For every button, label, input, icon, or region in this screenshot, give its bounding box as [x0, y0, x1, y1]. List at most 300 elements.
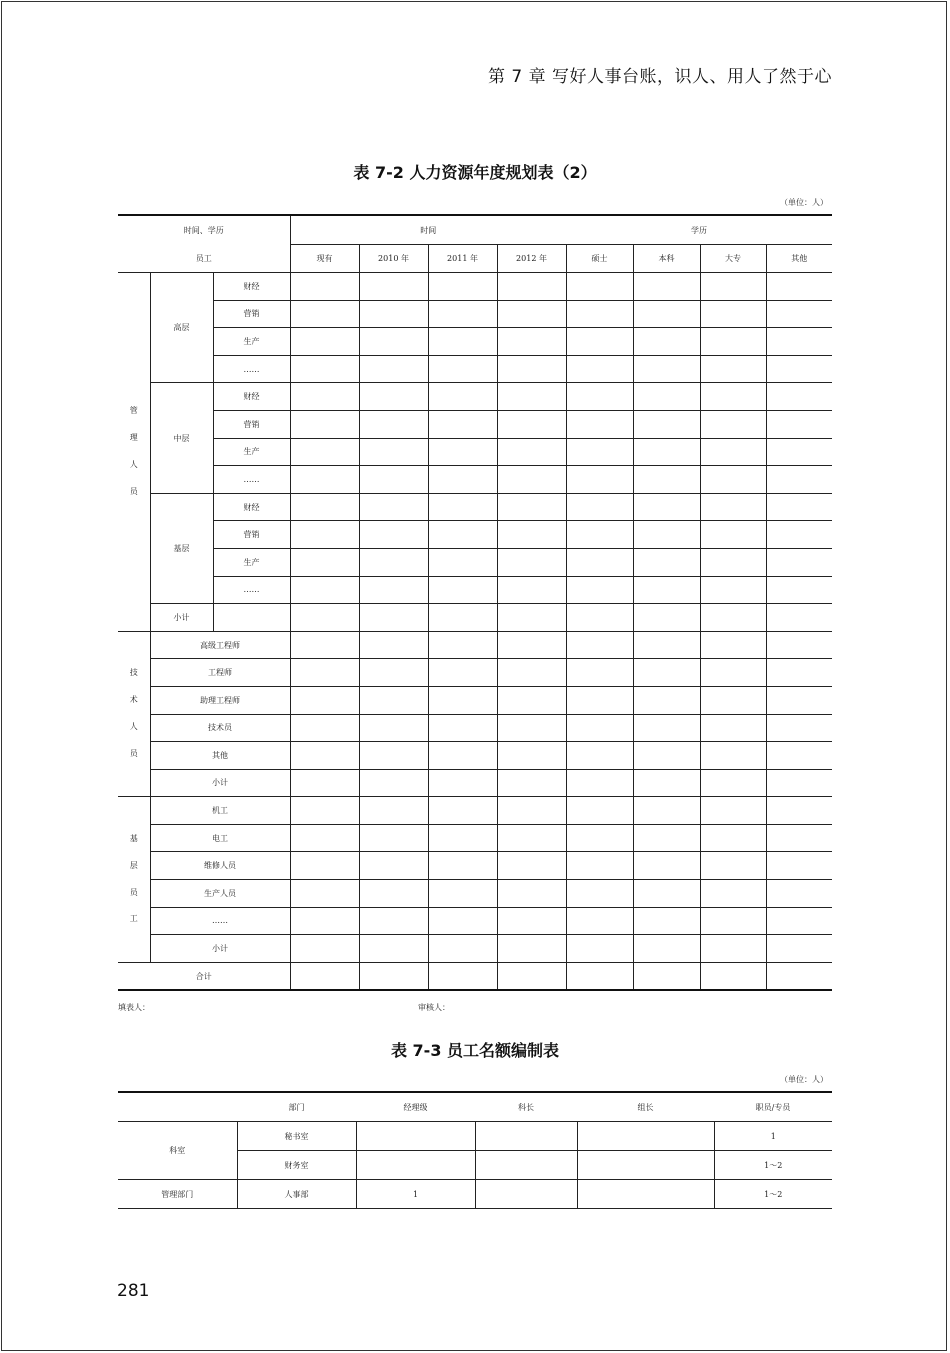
data-cell [633, 521, 700, 549]
data-cell [290, 383, 359, 411]
data-cell [633, 273, 700, 301]
data-cell [700, 631, 766, 659]
row-item-label: 电工 [150, 824, 290, 852]
header-blank [118, 1092, 237, 1122]
data-cell [290, 328, 359, 356]
row-item-label: …… [213, 355, 290, 383]
data-cell [359, 466, 428, 494]
section-chief-cell [475, 1151, 577, 1180]
row-item-label: …… [213, 466, 290, 494]
level-label: 基层 [150, 493, 213, 603]
education-group-header: 学历 [566, 215, 832, 245]
row-item-label: 生产 [213, 328, 290, 356]
data-cell [290, 548, 359, 576]
header-department: 部门 [237, 1092, 356, 1122]
data-cell [633, 962, 700, 990]
data-cell [497, 355, 566, 383]
table-row [118, 273, 832, 301]
data-cell [428, 383, 497, 411]
data-cell [359, 438, 428, 466]
row-item-label: 技术员 [150, 714, 290, 742]
header-staff: 职员/专员 [714, 1092, 832, 1122]
data-cell [359, 686, 428, 714]
data-cell [428, 576, 497, 604]
data-cell [428, 659, 497, 687]
data-cell [428, 631, 497, 659]
data-cell [497, 852, 566, 880]
data-cell [766, 824, 832, 852]
team-lead-cell [577, 1122, 714, 1151]
table-7-3-unit: （单位：人） [780, 1075, 828, 1084]
data-cell [497, 493, 566, 521]
staff-cell: 1～2 [714, 1151, 832, 1180]
data-cell [359, 852, 428, 880]
data-cell [633, 300, 700, 328]
data-cell [633, 659, 700, 687]
data-cell [700, 686, 766, 714]
vertical-label-char: 术 [129, 695, 138, 705]
staff-cell: 1～2 [714, 1180, 832, 1209]
header-manager: 经理级 [356, 1092, 475, 1122]
data-cell [428, 521, 497, 549]
data-cell [290, 466, 359, 494]
vertical-label-char: 员 [129, 486, 138, 496]
data-cell [566, 521, 633, 549]
data-cell [290, 273, 359, 301]
data-cell [359, 493, 428, 521]
data-cell [766, 410, 832, 438]
data-cell [428, 438, 497, 466]
data-cell [428, 493, 497, 521]
data-cell [428, 797, 497, 825]
data-cell [766, 742, 832, 770]
data-cell [633, 410, 700, 438]
data-cell [766, 493, 832, 521]
data-cell [428, 714, 497, 742]
data-cell [566, 604, 633, 632]
data-cell [633, 438, 700, 466]
data-cell [633, 880, 700, 908]
data-cell [633, 548, 700, 576]
column-header: 现有 [290, 245, 359, 273]
group-label: 管理部门 [118, 1180, 237, 1209]
data-cell [290, 576, 359, 604]
data-cell [497, 714, 566, 742]
table-row [118, 742, 832, 770]
data-cell [566, 576, 633, 604]
data-cell [566, 383, 633, 411]
data-cell [566, 659, 633, 687]
data-cell [290, 907, 359, 935]
data-cell [633, 852, 700, 880]
table-row [118, 880, 832, 908]
data-cell [428, 548, 497, 576]
total-label: 合计 [118, 962, 290, 990]
data-cell [700, 797, 766, 825]
column-header: 硕士 [566, 245, 633, 273]
data-cell [497, 686, 566, 714]
data-cell [766, 880, 832, 908]
data-cell [497, 631, 566, 659]
data-cell [497, 521, 566, 549]
table-row [118, 797, 832, 825]
data-cell [497, 742, 566, 770]
data-cell [497, 466, 566, 494]
department-cell: 财务室 [237, 1151, 356, 1180]
data-cell [766, 300, 832, 328]
data-cell [766, 631, 832, 659]
data-cell [359, 824, 428, 852]
data-cell [700, 548, 766, 576]
row-item-label: 工程师 [150, 659, 290, 687]
data-cell [766, 769, 832, 797]
data-cell [290, 300, 359, 328]
data-cell [766, 659, 832, 687]
table-7-3-title: 表 7-3 员工名额编制表 [390, 1041, 560, 1060]
data-cell [633, 466, 700, 494]
data-cell [700, 880, 766, 908]
data-cell [497, 604, 566, 632]
data-cell [290, 935, 359, 963]
data-cell [359, 383, 428, 411]
subtotal-label: 小计 [150, 604, 213, 632]
section-chief-cell [475, 1180, 577, 1209]
table-row [118, 438, 832, 466]
data-cell [359, 576, 428, 604]
data-cell [633, 824, 700, 852]
table-row [118, 604, 832, 632]
data-cell [359, 273, 428, 301]
row-item-label: 财经 [213, 383, 290, 411]
table-row [118, 631, 832, 659]
manager-cell [356, 1122, 475, 1151]
data-cell [359, 962, 428, 990]
data-cell [566, 880, 633, 908]
column-header: 2010 年 [359, 245, 428, 273]
header-team-lead: 组长 [577, 1092, 714, 1122]
data-cell [497, 659, 566, 687]
data-cell [428, 907, 497, 935]
data-cell [359, 880, 428, 908]
data-cell [700, 935, 766, 963]
group-label: 科室 [118, 1122, 237, 1180]
data-cell [700, 466, 766, 494]
data-cell [633, 797, 700, 825]
technical-staff-label [118, 631, 150, 797]
table-row [118, 493, 832, 521]
staff-quota-table [118, 1091, 832, 1209]
data-cell [359, 328, 428, 356]
data-cell [633, 493, 700, 521]
data-cell [566, 466, 633, 494]
data-cell [359, 769, 428, 797]
manager-cell: 1 [356, 1180, 475, 1209]
data-cell [428, 328, 497, 356]
table-7-2-title: 表 7-2 人力资源年度规划表（2） [353, 163, 597, 182]
data-cell [290, 410, 359, 438]
data-cell [497, 410, 566, 438]
data-cell [290, 659, 359, 687]
chapter-header: 第 7 章 写好人事台账，识人、用人了然于心 [487, 67, 832, 87]
data-cell [359, 300, 428, 328]
data-cell [359, 548, 428, 576]
data-cell [428, 824, 497, 852]
data-cell [566, 852, 633, 880]
row-item-label: 生产 [213, 438, 290, 466]
data-cell [359, 521, 428, 549]
data-cell [633, 604, 700, 632]
corner-header-top: 时间、学历 [118, 215, 290, 245]
data-cell [633, 576, 700, 604]
staff-cell: 1 [714, 1122, 832, 1151]
data-cell [290, 852, 359, 880]
data-cell [428, 410, 497, 438]
data-cell [700, 769, 766, 797]
data-cell [428, 742, 497, 770]
column-header: 本科 [633, 245, 700, 273]
table-row [118, 1180, 832, 1209]
data-cell [497, 383, 566, 411]
vertical-label-char: 层 [129, 860, 138, 870]
data-cell [359, 797, 428, 825]
data-cell [766, 907, 832, 935]
data-cell [497, 769, 566, 797]
data-cell [290, 686, 359, 714]
data-cell [566, 273, 633, 301]
data-cell [566, 410, 633, 438]
data-cell [497, 300, 566, 328]
column-header: 大专 [700, 245, 766, 273]
section-chief-cell [475, 1122, 577, 1151]
data-cell [633, 328, 700, 356]
table-row [118, 962, 832, 990]
data-cell [566, 493, 633, 521]
data-cell [290, 714, 359, 742]
data-cell [497, 328, 566, 356]
data-cell [566, 548, 633, 576]
data-cell [497, 907, 566, 935]
row-item-label: 营销 [213, 300, 290, 328]
table-row [118, 328, 832, 356]
row-item-label: 小计 [150, 935, 290, 963]
table-row [118, 521, 832, 549]
column-header: 其他 [766, 245, 832, 273]
data-cell [290, 797, 359, 825]
table-row [118, 907, 832, 935]
data-cell [428, 880, 497, 908]
data-cell [766, 852, 832, 880]
vertical-label-char: 管 [129, 406, 138, 416]
table-row [118, 824, 832, 852]
table-row [118, 548, 832, 576]
data-cell [359, 355, 428, 383]
data-cell [428, 355, 497, 383]
data-cell [290, 521, 359, 549]
data-cell [428, 273, 497, 301]
data-cell [566, 438, 633, 466]
data-cell [700, 273, 766, 301]
data-cell [766, 273, 832, 301]
data-cell [497, 797, 566, 825]
table-row [118, 576, 832, 604]
data-cell [766, 383, 832, 411]
data-cell [359, 935, 428, 963]
table-row [118, 466, 832, 494]
data-cell [766, 438, 832, 466]
data-cell [766, 935, 832, 963]
data-cell [290, 742, 359, 770]
vertical-label-char: 员 [129, 748, 138, 758]
table-row [118, 355, 832, 383]
vertical-label-char: 基 [129, 833, 138, 843]
data-cell [290, 438, 359, 466]
team-lead-cell [577, 1151, 714, 1180]
data-cell [700, 962, 766, 990]
data-cell [566, 907, 633, 935]
manager-cell [356, 1151, 475, 1180]
vertical-label-char: 员 [129, 887, 138, 897]
vertical-label-char: 人 [129, 722, 138, 731]
data-cell [566, 742, 633, 770]
row-item-label: 财经 [213, 493, 290, 521]
data-cell [428, 962, 497, 990]
data-cell [700, 907, 766, 935]
data-cell [633, 907, 700, 935]
reviewed-by-label: 审核人： [418, 1003, 450, 1012]
data-cell [566, 631, 633, 659]
data-cell [766, 714, 832, 742]
basic-staff-label [118, 797, 150, 963]
level-label: 中层 [150, 383, 213, 493]
row-item-label: 维修人员 [150, 852, 290, 880]
data-cell [566, 824, 633, 852]
row-item-label: 营销 [213, 410, 290, 438]
table-row [118, 852, 832, 880]
data-cell [497, 548, 566, 576]
table-row [118, 1122, 832, 1151]
data-cell [700, 438, 766, 466]
table-row [118, 383, 832, 411]
data-cell [497, 824, 566, 852]
data-cell [700, 410, 766, 438]
column-header: 2011 年 [428, 245, 497, 273]
table-row [118, 686, 832, 714]
data-cell [497, 438, 566, 466]
data-cell [290, 493, 359, 521]
table-row [118, 659, 832, 687]
filled-by-label: 填表人： [118, 1003, 150, 1012]
blank-cell [213, 604, 290, 632]
data-cell [497, 880, 566, 908]
header-section-chief: 科长 [475, 1092, 577, 1122]
data-cell [290, 604, 359, 632]
data-cell [766, 521, 832, 549]
data-cell [290, 631, 359, 659]
data-cell [700, 604, 766, 632]
data-cell [566, 300, 633, 328]
data-cell [290, 769, 359, 797]
data-cell [700, 300, 766, 328]
data-cell [700, 659, 766, 687]
data-cell [566, 769, 633, 797]
data-cell [290, 880, 359, 908]
data-cell [566, 686, 633, 714]
data-cell [428, 935, 497, 963]
table-row [118, 410, 832, 438]
data-cell [428, 300, 497, 328]
data-cell [700, 824, 766, 852]
vertical-label-char: 人 [129, 459, 138, 469]
data-cell [566, 797, 633, 825]
data-cell [766, 686, 832, 714]
data-cell [633, 631, 700, 659]
row-item-label: 其他 [150, 742, 290, 770]
data-cell [700, 328, 766, 356]
data-cell [359, 907, 428, 935]
data-cell [766, 328, 832, 356]
data-cell [766, 576, 832, 604]
data-cell [766, 604, 832, 632]
table-7-2-unit: （单位：人） [780, 198, 828, 207]
data-cell [700, 576, 766, 604]
data-cell [766, 797, 832, 825]
department-cell: 人事部 [237, 1180, 356, 1209]
data-cell [700, 714, 766, 742]
data-cell [428, 466, 497, 494]
data-cell [428, 769, 497, 797]
data-cell [290, 824, 359, 852]
data-cell [633, 714, 700, 742]
data-cell [428, 686, 497, 714]
data-cell [633, 742, 700, 770]
page-number: 281 [117, 1281, 150, 1301]
row-item-label: 财经 [213, 273, 290, 301]
row-item-label: 生产人员 [150, 880, 290, 908]
table-row [118, 769, 832, 797]
department-cell: 秘书室 [237, 1122, 356, 1151]
time-group-header: 时间 [290, 215, 566, 245]
row-item-label: 机工 [150, 797, 290, 825]
data-cell [700, 493, 766, 521]
data-cell [700, 852, 766, 880]
data-cell [633, 686, 700, 714]
row-item-label: …… [213, 576, 290, 604]
data-cell [700, 355, 766, 383]
data-cell [497, 273, 566, 301]
data-cell [633, 769, 700, 797]
table-row [118, 935, 832, 963]
team-lead-cell [577, 1180, 714, 1209]
data-cell [566, 355, 633, 383]
data-cell [359, 742, 428, 770]
row-item-label: 生产 [213, 548, 290, 576]
data-cell [566, 714, 633, 742]
row-item-label: 高级工程师 [150, 631, 290, 659]
data-cell [359, 714, 428, 742]
data-cell [497, 935, 566, 963]
data-cell [290, 355, 359, 383]
data-cell [766, 466, 832, 494]
corner-header-bottom: 员工 [118, 245, 290, 273]
management-staff-label [118, 273, 150, 632]
data-cell [633, 355, 700, 383]
level-label: 高层 [150, 273, 213, 383]
vertical-label-char: 技 [129, 668, 138, 678]
data-cell [428, 604, 497, 632]
data-cell [497, 576, 566, 604]
data-cell [428, 852, 497, 880]
row-item-label: 营销 [213, 521, 290, 549]
